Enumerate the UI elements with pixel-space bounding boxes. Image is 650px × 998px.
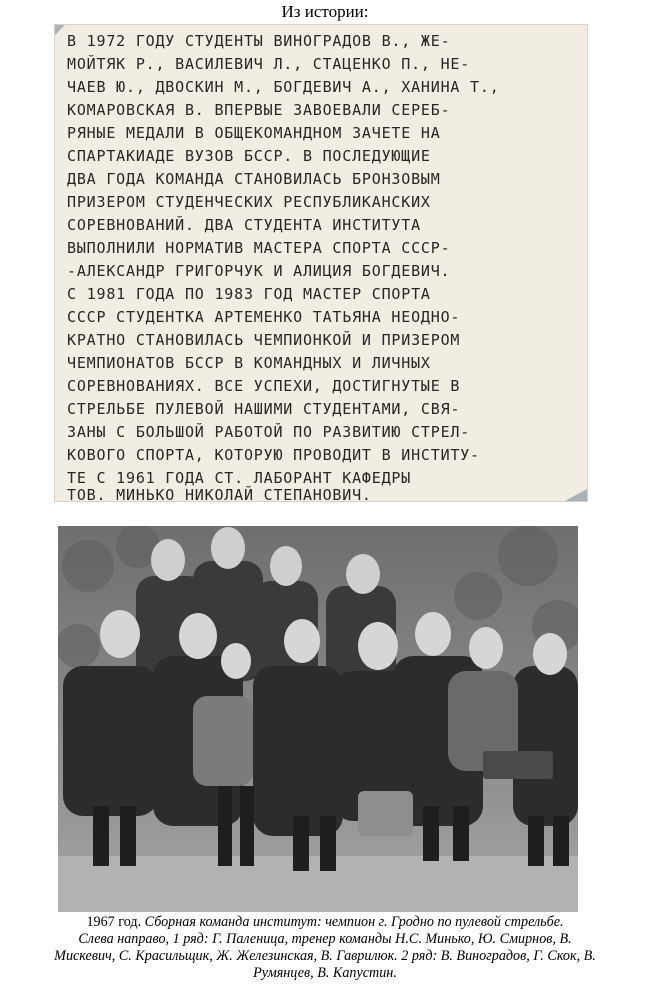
document-line: ТОВ. МИНЬКО НИКОЛАЙ СТЕПАНОВИЧ.: [67, 486, 372, 502]
document-line: ДВА ГОДА КОМАНДА СТАНОВИЛАСЬ БРОНЗОВЫМ: [67, 170, 441, 188]
page-title: Из истории:: [281, 2, 369, 21]
document-line: СТРЕЛЬБЕ ПУЛЕВОЙ НАШИМИ СТУДЕНТАМИ, СВЯ-: [67, 400, 461, 418]
document-line: ПРИЗЕРОМ СТУДЕНЧЕСКИХ РЕСПУБЛИКАНСКИХ: [67, 193, 431, 211]
document-line: ВЫПОЛНИЛИ НОРМАТИВ МАСТЕРА СПОРТА СССР-: [67, 239, 451, 257]
document-line: РЯНЫЕ МЕДАЛИ В ОБЩЕКОМАНДНОМ ЗАЧЕТЕ НА: [67, 124, 441, 142]
caption-names-row1: Слева направо, 1 ряд: Г. Паленица, тренер команды Н.С. Минько, Ю. Смирнов, В.: [78, 931, 572, 947]
document-line: ЗАНЫ С БОЛЬШОЙ РАБОТОЙ ПО РАЗВИТИЮ СТРЕЛ-: [67, 423, 471, 441]
document-line: ЧАЕВ Ю., ДВОСКИН М., БОГДЕВИЧ А., ХАНИНА Т.,: [67, 78, 500, 96]
document-line: СССР СТУДЕНТКА АРТЕМЕНКО ТАТЬЯНА НЕОДНО-: [67, 308, 461, 326]
team-group-photo: [58, 526, 578, 912]
caption-names-row2: Румянцев, В. Капустин.: [253, 965, 397, 981]
typewritten-document: [54, 24, 588, 502]
document-line: ЧЕМПИОНАТОВ БССР В КОМАНДНЫХ И ЛИЧНЫХ: [67, 354, 431, 372]
document-line: КОВОГО СПОРТА, КОТОРУЮ ПРОВОДИТ В ИНСТИТУ-: [67, 446, 480, 464]
caption-names-row1-cont: Мискевич, С. Красильщик, Ж. Железинская, В. Гаврилюк. 2 ряд: В. Виноградов, Г. Скок, В.: [54, 948, 596, 964]
photo-caption: [4, 914, 646, 982]
document-line: КОМАРОВСКАЯ В. ВПЕРВЫЕ ЗАВОЕВАЛИ СЕРЕБ-: [67, 101, 451, 119]
document-line: СОРЕВНОВАНИЯХ. ВСЕ УСПЕХИ, ДОСТИГНУТЫЕ В: [67, 377, 461, 395]
caption-title: Сборная команда институт: чемпион г. Гродно по пулевой стрельбе.: [144, 914, 564, 930]
document-line: МОЙТЯК Р., ВАСИЛЕВИЧ Л., СТАЦЕНКО П., НЕ-: [67, 55, 471, 73]
document-line: -АЛЕКСАНДР ГРИГОРЧУК И АЛИЦИЯ БОГДЕВИЧ.: [67, 262, 451, 280]
document-line: СПАРТАКИАДЕ ВУЗОВ БССР. В ПОСЛЕДУЮЩИЕ: [67, 147, 431, 165]
document-line: ТЕ С 1961 ГОДА СТ. ЛАБОРАНТ КАФЕДРЫ: [67, 469, 412, 487]
document-line: СОРЕВНОВАНИЙ. ДВА СТУДЕНТА ИНСТИТУТА: [67, 216, 421, 234]
document-line: С 1981 ГОДА ПО 1983 ГОД МАСТЕР СПОРТА: [67, 285, 431, 303]
caption-year: 1967 год.: [86, 914, 145, 930]
document-line: КРАТНО СТАНОВИЛАСЬ ЧЕМПИОНКОЙ И ПРИЗЕРОМ: [67, 331, 461, 349]
document-line: В 1972 ГОДУ СТУДЕНТЫ ВИНОГРАДОВ В., ЖЕ-: [67, 32, 451, 50]
